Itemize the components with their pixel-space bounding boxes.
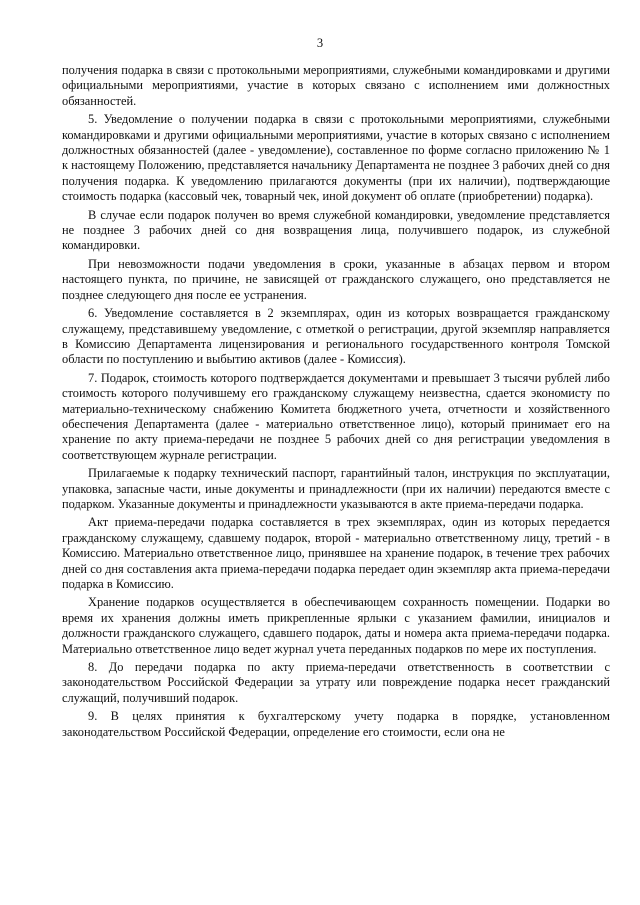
page-number: 3 (316, 36, 324, 50)
document-paragraph: получения подарка в связи с протокольными мероприятиями, служебными командировками и другими официальными мероприятиями, участие в которых связано с исполнением ими должностных обязанностей. (62, 63, 610, 108)
document-body (62, 63, 610, 743)
document-paragraph: Хранение подарков осуществляется в обеспечивающем сохранность помещении. Подарки во время их хранения должны иметь прикрепленные ярлыки с указанием фамилии, инициалов и должности гражданского служащего, сдавшего подарок, даты и номера акта приема-передачи подарка. Материально ответственное лицо ведет журнал учета переданных подарков по мере их поступления. (62, 595, 610, 656)
document-paragraph: 6. Уведомление составляется в 2 экземплярах, один из которых возвращается гражданскому служащему, представившему уведомление, с отметкой о регистрации, другой экземпляр направляется в Комиссию Департамента лицензирования и регионального государственного контроля Томской области по поступлению и выбытию активов (далее - Комиссия). (62, 306, 610, 367)
document-paragraph: В случае если подарок получен во время служебной командировки, уведомление представляется не позднее 3 рабочих дней со дня возвращения лица, получившего подарок, из служебной командировки. (62, 207, 610, 253)
document-paragraph: Акт приема-передачи подарка составляется в трех экземплярах, один из которых передается гражданскому служащему, сдавшему подарок, второй - материально ответственному лицу, третий - в Комиссию. Материально ответственное лицо, принявшее на хранение подарок, в течение трех рабочих дней со дня составления акта приема-передачи подарка передает один экземпляр акта приема-передачи подарка в Комиссию. (62, 515, 610, 591)
document-paragraph: При невозможности подачи уведомления в сроки, указанные в абзацах первом и втором настоящего пункта, по причине, не зависящей от гражданского служащего, оно представляется не позднее следующего дня после ее устранения. (62, 256, 610, 302)
document-paragraph: 5. Уведомление о получении подарка в связи с протокольными мероприятиями, служебными командировками и другими официальными мероприятиями, участие в которых связано с исполнением должностных обязанностей (далее - уведомление), составленное по форме согласно приложению № 1 к настоящему Положению, представляется начальнику Департамента не позднее 3 рабочих дней со дня получения подарка. К уведомлению прилагаются документы (при их наличии), подтверждающие стоимость подарка (кассовый чек, товарный чек, иной документ об оплате (приобретении) подарка). (62, 112, 610, 204)
document-paragraph: 9. В целях принятия к бухгалтерскому учету подарка в порядке, установленном законодательством Российской Федерации, определение его стоимости, если она не (62, 709, 610, 739)
document-paragraph: 7. Подарок, стоимость которого подтверждается документами и превышает 3 тысячи рублей либо стоимость которого получившему его гражданскому служащему неизвестна, сдается экономисту по материально-техническому снабжению Комитета бюджетного учета, отчетности и хозяйственного обеспечения Департамента (далее - материально ответственное лицо), который принимает его на хранение по акту приема-передачи не позднее 5 рабочих дней со дня регистрации уведомления в соответствующем журнале регистрации. (62, 370, 610, 462)
document-paragraph: 8. До передачи подарка по акту приема-передачи ответственность в соответствии с законодательством Российской Федерации за утрату или повреждение подарка несет гражданский служащий, получивший подарок. (62, 660, 610, 705)
document-paragraph: Прилагаемые к подарку технический паспорт, гарантийный талон, инструкция по эксплуатации, упаковка, запасные части, иные документы и принадлежности (при их наличии) передаются вместе с подарком. Указанные документы и принадлежности указываются в акте приема-передачи подарка. (62, 466, 610, 511)
